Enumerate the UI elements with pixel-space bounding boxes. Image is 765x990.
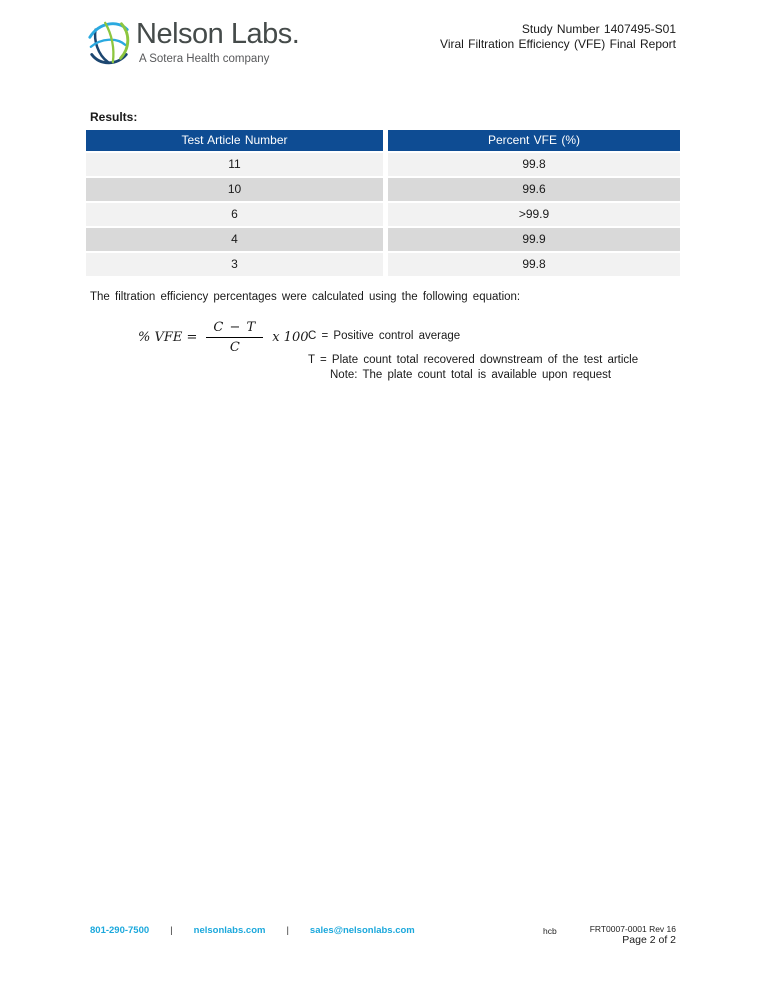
footer-right-block bbox=[590, 924, 676, 947]
table-cell-vfe: 99.6 bbox=[388, 178, 680, 201]
report-header bbox=[440, 22, 676, 51]
study-number: Study Number 1407495-S01 bbox=[521, 22, 676, 36]
footer-email-link[interactable]: sales@nelsonlabs.com bbox=[309, 925, 415, 936]
vfe-equation bbox=[138, 320, 308, 355]
table-cell-article: 6 bbox=[86, 203, 383, 226]
page-number: Page 2 of 2 bbox=[622, 934, 676, 946]
equation-numerator: C − T bbox=[206, 320, 263, 338]
table-cell-vfe: 99.9 bbox=[388, 228, 680, 251]
definition-note: Note: The plate count total is available upon request bbox=[330, 369, 612, 381]
report-title: Viral Filtration Efficiency (VFE) Final Report bbox=[440, 36, 676, 51]
table-cell-vfe: >99.9 bbox=[388, 203, 680, 226]
equation-intro: The filtration efficiency percentages were calculated using the following equation: bbox=[90, 291, 521, 303]
table-cell-article: 4 bbox=[86, 228, 383, 251]
results-table bbox=[86, 130, 680, 276]
equation-definitions bbox=[308, 329, 680, 383]
results-label: Results: bbox=[90, 110, 138, 124]
brand-name: Nelson Labs. bbox=[136, 18, 300, 50]
nelson-labs-globe-icon bbox=[86, 18, 132, 68]
footer-contact-links bbox=[90, 925, 415, 936]
equation-lhs: % VFE = bbox=[138, 330, 198, 345]
footer-separator: | bbox=[286, 925, 289, 936]
column-header-percent-vfe: Percent VFE (%) bbox=[388, 130, 680, 151]
nelson-labs-logo bbox=[86, 18, 299, 68]
form-number: FRT0007-0001 Rev 16 bbox=[589, 924, 676, 934]
table-cell-article: 10 bbox=[86, 178, 383, 201]
table-cell-vfe: 99.8 bbox=[388, 153, 680, 176]
table-cell-article: 3 bbox=[86, 253, 383, 276]
equation-multiplier: x 100 bbox=[272, 330, 309, 345]
table-cell-vfe: 99.8 bbox=[388, 253, 680, 276]
footer-phone-link[interactable]: 801-290-7500 bbox=[90, 925, 150, 936]
definition-c: C = Positive control average bbox=[308, 330, 461, 342]
footer-initials: hcb bbox=[543, 926, 557, 936]
equation-fraction bbox=[206, 320, 263, 355]
brand-tagline: A Sotera Health company bbox=[139, 53, 270, 65]
column-header-test-article: Test Article Number bbox=[86, 130, 383, 151]
equation-denominator: C bbox=[229, 340, 240, 355]
footer-website-link[interactable]: nelsonlabs.com bbox=[193, 925, 266, 936]
footer-separator: | bbox=[170, 925, 173, 936]
definition-t: T = Plate count total recovered downstream of the test article bbox=[308, 354, 639, 366]
table-cell-article: 11 bbox=[86, 153, 383, 176]
